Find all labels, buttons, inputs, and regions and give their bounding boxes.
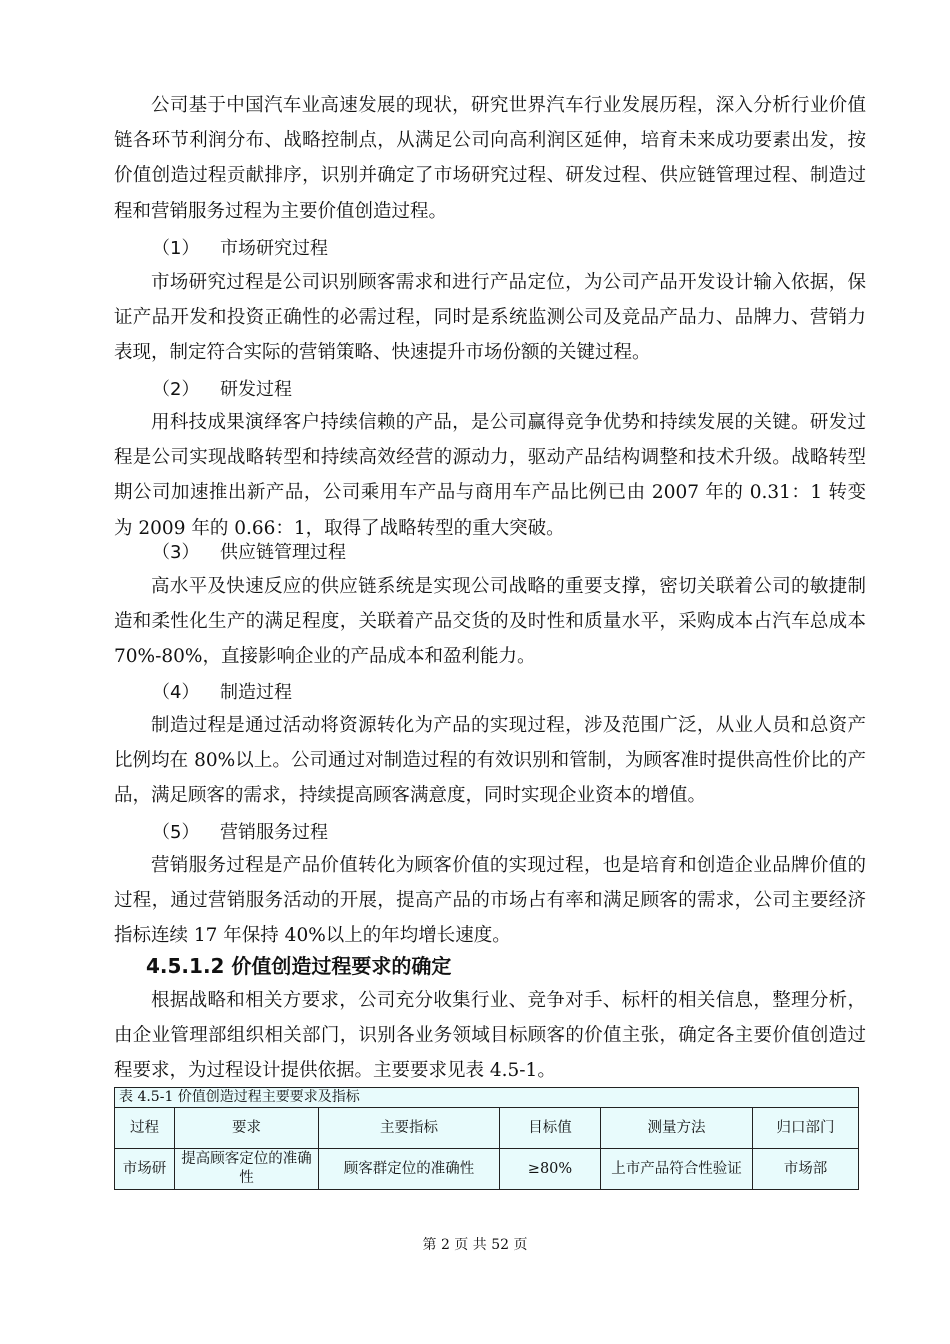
table-cell: 上市产品符合性验证 xyxy=(601,1149,753,1190)
section-body-4: 制造过程是通过活动将资源转化为产品的实现过程，涉及范围广泛，从业人员和总资产比例均在 80%以上。公司通过对制造过程的有效识别和管制，为顾客准时提供高性价比的产品，满足顾客的需求，持续提高顾客满意度，同时实现企业资本的增值。 xyxy=(114,715,866,807)
table-header-row xyxy=(115,1108,859,1149)
section-number: （3） xyxy=(152,542,200,563)
section-title: 供应链管理过程 xyxy=(220,542,346,563)
header-cell: 测量方法 xyxy=(601,1108,753,1149)
section-number: （2） xyxy=(152,379,200,400)
table-cell: 市场部 xyxy=(753,1149,859,1190)
requirements-table xyxy=(114,1087,859,1190)
section-heading-3 xyxy=(152,538,346,564)
section-number: （5） xyxy=(152,822,200,843)
table-cell: 顾客群定位的准确性 xyxy=(319,1149,500,1190)
table-cell: 市场研 xyxy=(115,1149,175,1190)
header-cell: 主要指标 xyxy=(319,1108,500,1149)
section-number: （1） xyxy=(152,238,200,259)
section-heading-5 xyxy=(152,818,328,844)
intro-paragraph: 公司基于中国汽车业高速发展的现状，研究世界汽车行业发展历程，深入分析行业价值链各环节利润分布、战略控制点，从满足公司向高利润区延伸，培育未来成功要素出发，按价值创造过程贡献排序，识别并确定了市场研究过程、研发过程、供应链管理过程、制造过程和营销服务过程为主要价值创造过程。 xyxy=(114,95,866,222)
section-title: 营销服务过程 xyxy=(220,822,328,843)
subsection-title: 4.5.1.2 价值创造过程要求的确定 xyxy=(146,954,452,978)
section-heading-2 xyxy=(152,375,292,401)
section-heading-1 xyxy=(152,234,328,260)
header-cell: 目标值 xyxy=(500,1108,601,1149)
section-body-1: 市场研究过程是公司识别顾客需求和进行产品定位，为公司产品开发设计输入依据，保证产品开发和投资正确性的必需过程，同时是系统监测公司及竞品产品力、品牌力、营销力表现，制定符合实际的营销策略、快速提升市场份额的关键过程。 xyxy=(114,272,866,364)
section-title: 研发过程 xyxy=(220,379,292,400)
section-heading-4 xyxy=(152,678,292,704)
header-cell: 归口部门 xyxy=(753,1108,859,1149)
section-body-2: 用科技成果演绎客户持续信赖的产品，是公司赢得竞争优势和持续发展的关键。研发过程是公司实现战略转型和持续高效经营的源动力，驱动产品结构调整和技术升级。战略转型期公司加速推出新产品，公司乘用车产品与商用车产品比例已由 2007 年的 0.31：1 转变为 2009 年的 0.66：1，取得了战略转型的重大突破。 xyxy=(114,412,866,539)
table-row xyxy=(115,1149,859,1190)
section-title: 制造过程 xyxy=(220,682,292,703)
header-cell: 要求 xyxy=(175,1108,319,1149)
section-body-3: 高水平及快速反应的供应链系统是实现公司战略的重要支撑，密切关联着公司的敏捷制造和柔性化生产的满足程度，关联着产品交货的及时性和质量水平，采购成本占汽车总成本 70%-80%，直接影响企业的产品成本和盈利能力。 xyxy=(114,576,866,668)
table-caption: 表 4.5-1 价值创造过程主要要求及指标 xyxy=(115,1088,859,1108)
table-cell: ≥80% xyxy=(500,1149,601,1190)
header-cell: 过程 xyxy=(115,1108,175,1149)
table-cell: 提高顾客定位的准确性 xyxy=(175,1149,319,1190)
section-number: （4） xyxy=(152,682,200,703)
subsection-body: 根据战略和相关方要求，公司充分收集行业、竞争对手、标杆的相关信息，整理分析，由企业管理部组织相关部门，识别各业务领域目标顾客的价值主张，确定各主要价值创造过程要求，为过程设计提供依据。主要要求见表 4.5-1。 xyxy=(114,990,866,1082)
page-footer: 第 2 页 共 52 页 xyxy=(422,1237,528,1253)
section-body-5: 营销服务过程是产品价值转化为顾客价值的实现过程，也是培育和创造企业品牌价值的过程，通过营销服务活动的开展，提高产品的市场占有率和满足顾客的需求，公司主要经济指标连续 17 年保持 40%以上的年均增长速度。 xyxy=(114,855,866,947)
section-title: 市场研究过程 xyxy=(220,238,328,259)
